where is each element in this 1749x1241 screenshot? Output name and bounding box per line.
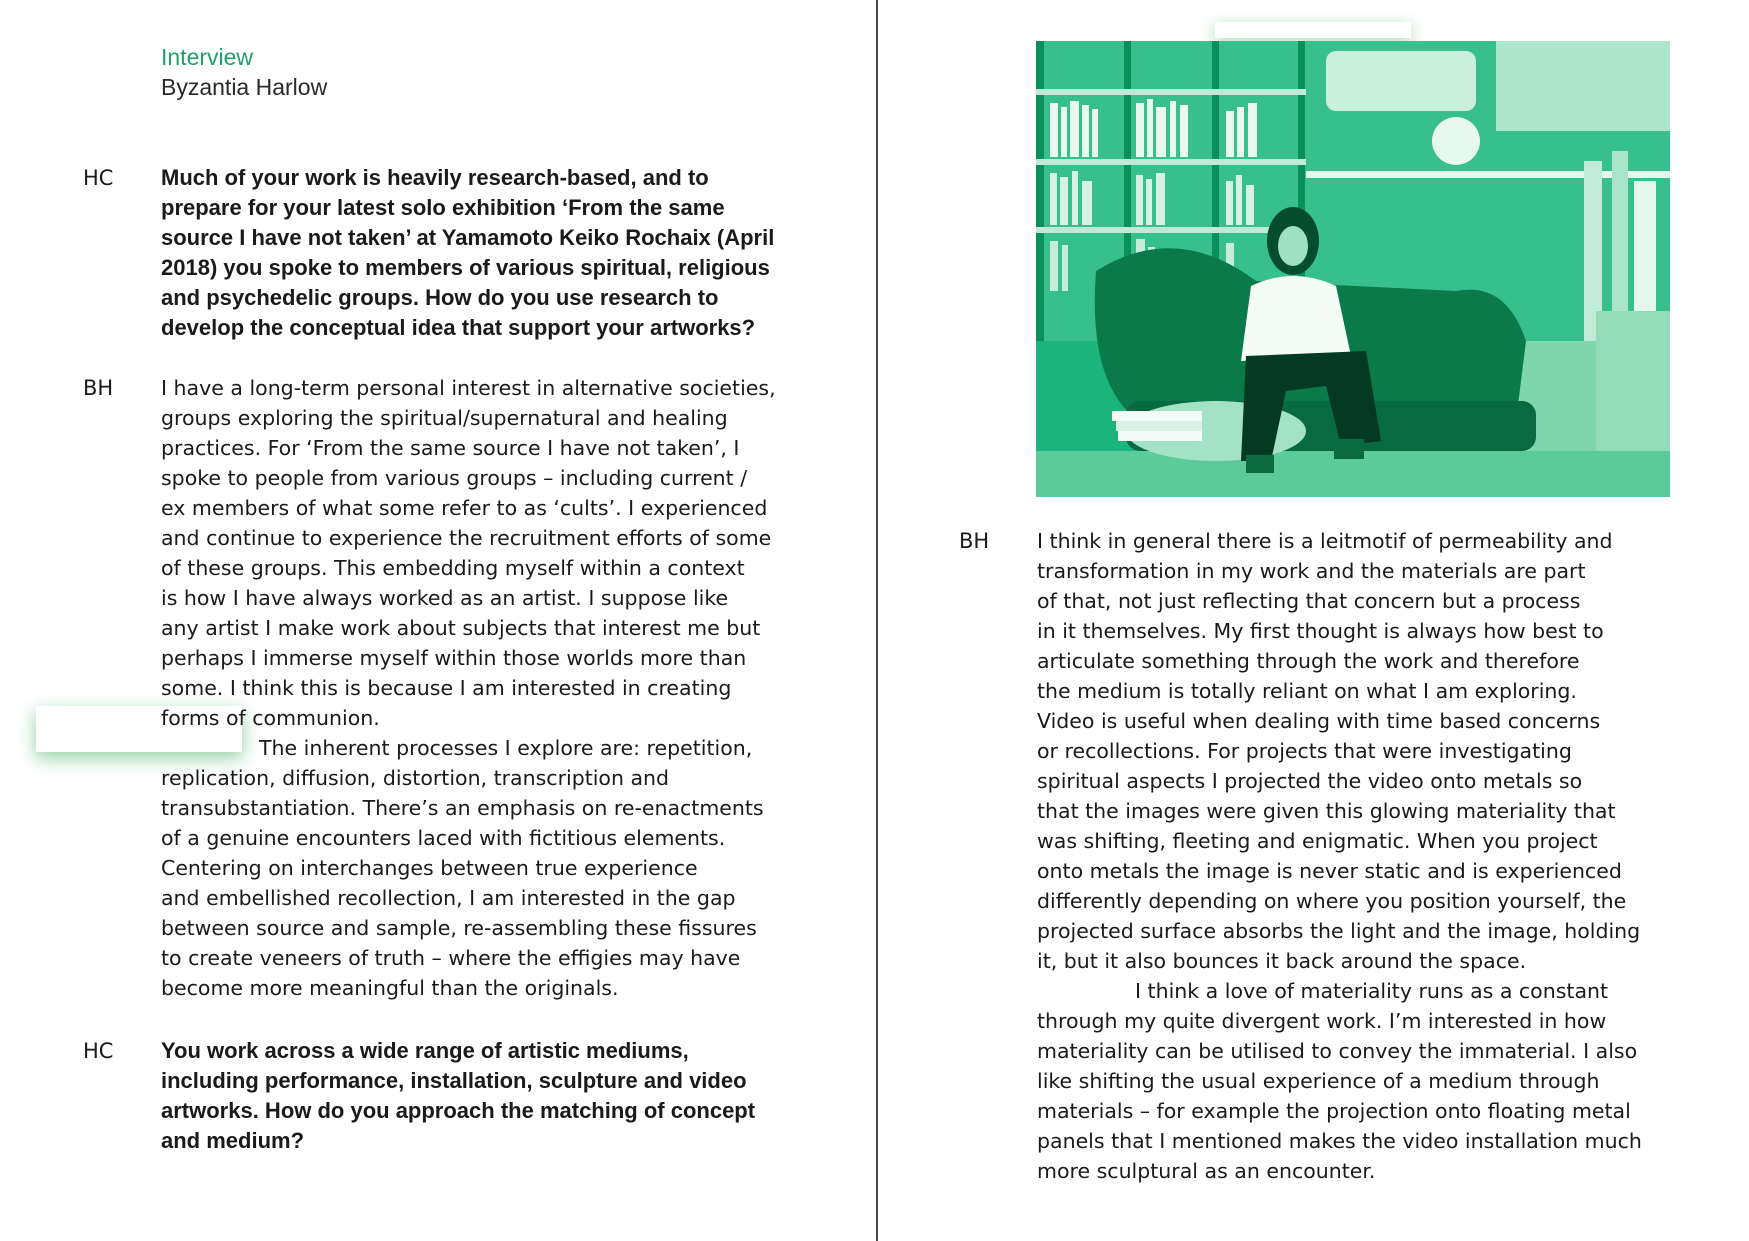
question-text	[161, 163, 821, 343]
page-spine	[876, 0, 878, 1241]
answer-line: forms of communion.	[161, 706, 380, 730]
answer-line: spiritual aspects I projected the video onto metals so	[1037, 769, 1583, 793]
answer-line: like shifting the usual experience of a medium through	[1037, 1069, 1600, 1093]
answer-line: ex members of what some refer to as ‘cults’. I experienced	[161, 496, 768, 520]
answer-line: between source and sample, re-assembling these fissures	[161, 916, 757, 940]
answer-line: is how I have always worked as an artist. I suppose like	[161, 586, 729, 610]
question-block-2	[83, 1036, 841, 1156]
answer-line: of a genuine encounters laced with fictitious elements.	[161, 826, 726, 850]
answer-block-2	[959, 526, 1677, 1186]
question-line: and medium?	[161, 1128, 305, 1153]
answer-line: panels that I mentioned makes the video installation much	[1037, 1129, 1642, 1153]
answer-paragraph	[1037, 976, 1677, 1186]
question-line: including performance, installation, sculpture and video	[161, 1068, 747, 1093]
answer-line: replication, diffusion, distortion, transcription and	[161, 766, 670, 790]
answer-line: transubstantiation. There’s an emphasis on re-enactments	[161, 796, 764, 820]
question-line: 2018) you spoke to members of various spiritual, religious	[161, 255, 770, 280]
speaker-label: BH	[959, 529, 990, 553]
answer-line: of these groups. This embedding myself within a context	[161, 556, 745, 580]
question-line: You work across a wide range of artistic mediums,	[161, 1038, 689, 1063]
speaker-label: BH	[83, 376, 114, 400]
answer-line: more sculptural as an encounter.	[1037, 1159, 1376, 1183]
answer-paragraph	[161, 733, 841, 1003]
answer-line: any artist I make work about subjects that interest me but	[161, 616, 761, 640]
answer-line: materiality can be utilised to convey the immaterial. I also	[1037, 1039, 1638, 1063]
answer-paragraph	[1037, 526, 1677, 976]
answer-block-1	[83, 373, 841, 1003]
answer-line: through my quite divergent work. I’m interested in how	[1037, 1009, 1607, 1033]
question-line: prepare for your latest solo exhibition ‘From the same	[161, 195, 725, 220]
answer-line: Centering on interchanges between true experience	[161, 856, 698, 880]
answer-line: The inherent processes I explore are: repetition,	[259, 736, 753, 760]
answer-line: that the images were given this glowing materiality that	[1037, 799, 1616, 823]
answer-line: become more meaningful than the originals.	[161, 976, 619, 1000]
artist-studio-photo	[1036, 41, 1670, 497]
answer-line: I have a long-term personal interest in alternative societies,	[161, 376, 776, 400]
question-line: Much of your work is heavily research-based, and to	[161, 165, 709, 190]
highlight-mark-top	[1215, 22, 1411, 38]
answer-line: was shifting, fleeting and enigmatic. When you project	[1037, 829, 1598, 853]
answer-line: some. I think this is because I am interested in creating	[161, 676, 732, 700]
answer-line: and embellished recollection, I am interested in the gap	[161, 886, 736, 910]
answer-line: the medium is totally reliant on what I am exploring.	[1037, 679, 1577, 703]
answer-line: I think in general there is a leitmotif of permeability and	[1037, 529, 1613, 553]
question-line: source I have not taken’ at Yamamoto Keiko Rochaix (April	[161, 225, 775, 250]
interviewee-name: Byzantia Harlow	[161, 74, 328, 100]
question-line: and psychedelic groups. How do you use research to	[161, 285, 719, 310]
answer-line: spoke to people from various groups – including current /	[161, 466, 748, 490]
answer-line: and continue to experience the recruitment efforts of some	[161, 526, 772, 550]
answer-line: articulate something through the work and therefore	[1037, 649, 1580, 673]
answer-line: it, but it also bounces it back around the space.	[1037, 949, 1527, 973]
answer-line: Video is useful when dealing with time based concerns	[1037, 709, 1601, 733]
page-header	[161, 42, 327, 102]
answer-line: or recollections. For projects that were investigating	[1037, 739, 1572, 763]
speaker-label: HC	[83, 166, 114, 190]
question-line: artworks. How do you approach the matching of concept	[161, 1098, 756, 1123]
answer-line: projected surface absorbs the light and the image, holding	[1037, 919, 1641, 943]
answer-line: I think a love of materiality runs as a constant	[1135, 979, 1609, 1003]
answer-line: transformation in my work and the materials are part	[1037, 559, 1586, 583]
answer-paragraph	[161, 373, 841, 733]
answer-line: of that, not just reflecting that concern but a process	[1037, 589, 1581, 613]
question-block-1	[83, 163, 821, 343]
answer-line: perhaps I immerse myself within those worlds more than	[161, 646, 747, 670]
answer-line: practices. For ‘From the same source I have not taken’, I	[161, 436, 740, 460]
answer-line: in it themselves. My first thought is always how best to	[1037, 619, 1604, 643]
answer-line: materials – for example the projection onto floating metal	[1037, 1099, 1631, 1123]
answer-line: onto metals the image is never static and is experienced	[1037, 859, 1622, 883]
section-label: Interview	[161, 44, 254, 70]
question-line: develop the conceptual idea that support your artworks?	[161, 315, 756, 340]
speaker-label: HC	[83, 1039, 114, 1063]
answer-line: to create veneers of truth – where the effigies may have	[161, 946, 741, 970]
question-text	[161, 1036, 841, 1156]
answer-line: groups exploring the spiritual/supernatural and healing	[161, 406, 728, 430]
studio-photo-illustration	[1036, 41, 1670, 497]
answer-line: differently depending on where you position yourself, the	[1037, 889, 1627, 913]
